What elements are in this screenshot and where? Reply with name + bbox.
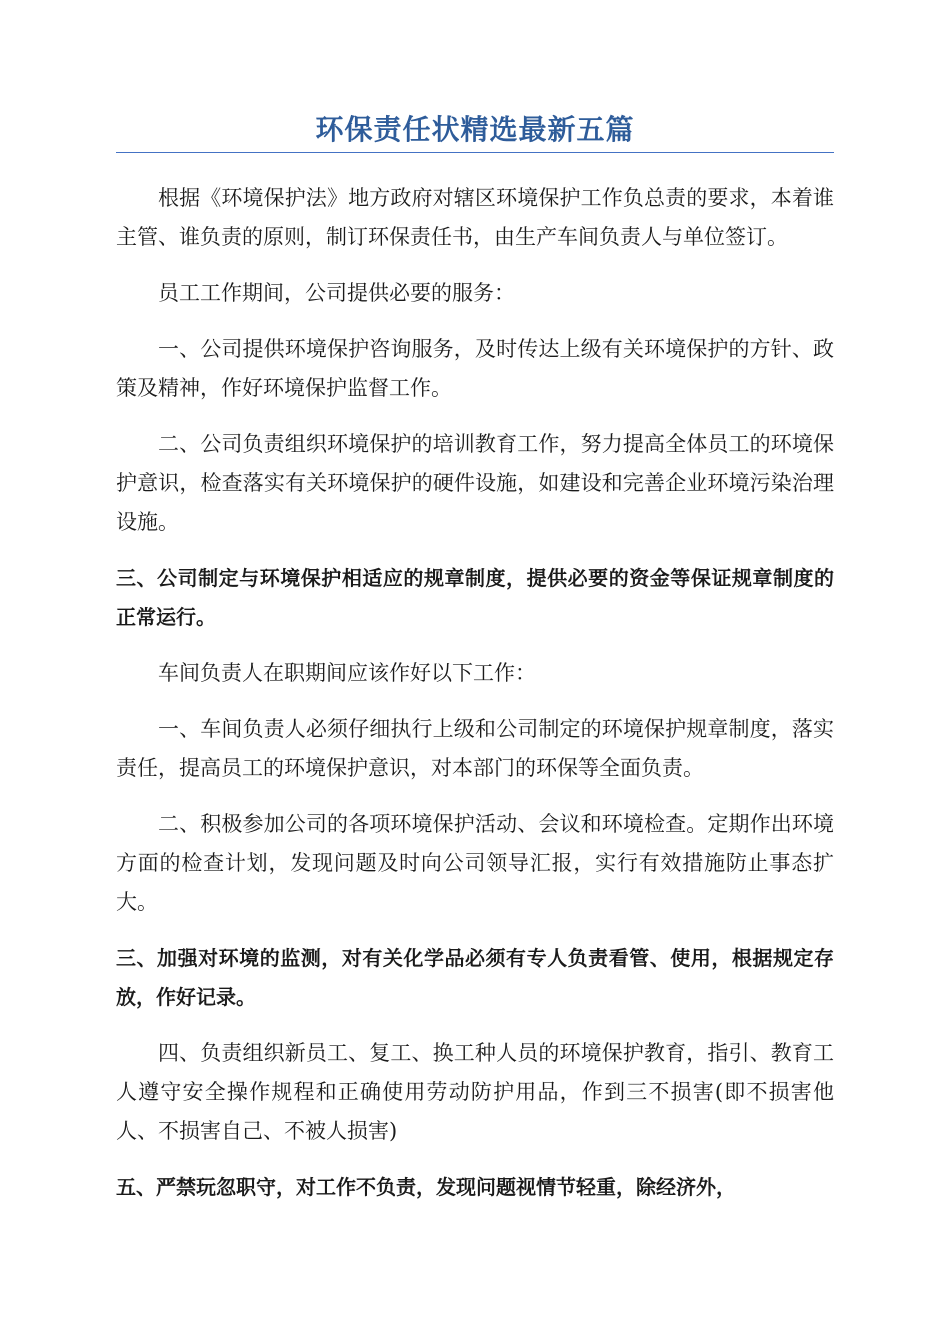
paragraph-intro: 根据《环境保护法》地方政府对辖区环境保护工作负总责的要求，本着谁主管、谁负责的原则，制订环保责任书，由生产车间负责人与单位签订。: [116, 186, 834, 249]
paragraph-workshop-item-4: 四、负责组织新员工、复工、换工种人员的环境保护教育，指引、教育工人遵守安全操作规程和正确使用劳动防护用品，作到三不损害(即不损害他人、不损害自己、不被人损害): [116, 1041, 834, 1143]
document-page: [116, 108, 834, 1224]
paragraph-workshop-item-1: 一、车间负责人必须仔细执行上级和公司制定的环境保护规章制度，落实责任，提高员工的环境保护意识，对本部门的环保等全面负责。: [116, 717, 834, 780]
paragraph-company-item-1: 一、公司提供环境保护咨询服务，及时传达上级有关环境保护的方针、政策及精神，作好环境保护监督工作。: [116, 337, 834, 400]
paragraph-workshop-heading: 车间负责人在职期间应该作好以下工作：: [158, 661, 536, 685]
paragraph-company-item-2: 二、公司负责组织环境保护的培训教育工作，努力提高全体员工的环境保护意识，检查落实有关环境保护的硬件设施，如建设和完善企业环境污染治理设施。: [116, 432, 834, 534]
paragraph-company-item-3: 三、公司制定与环境保护相适应的规章制度，提供必要的资金等保证规章制度的正常运行。: [116, 566, 834, 629]
document-title: 环保责任状精选最新五篇: [315, 113, 635, 146]
paragraph-workshop-item-5: 五、严禁玩忽职守，对工作不负责，发现问题视情节轻重，除经济外，: [116, 1175, 736, 1199]
title-underline: [116, 152, 834, 153]
paragraph-workshop-item-2: 二、积极参加公司的各项环境保护活动、会议和环境检查。定期作出环境方面的检查计划，发现问题及时向公司领导汇报，实行有效措施防止事态扩大。: [116, 812, 834, 914]
paragraph-workshop-item-3: 三、加强对环境的监测，对有关化学品必须有专人负责看管、使用，根据规定存放，作好记录。: [116, 946, 834, 1009]
paragraph-company-services-heading: 员工工作期间，公司提供必要的服务：: [158, 281, 515, 305]
